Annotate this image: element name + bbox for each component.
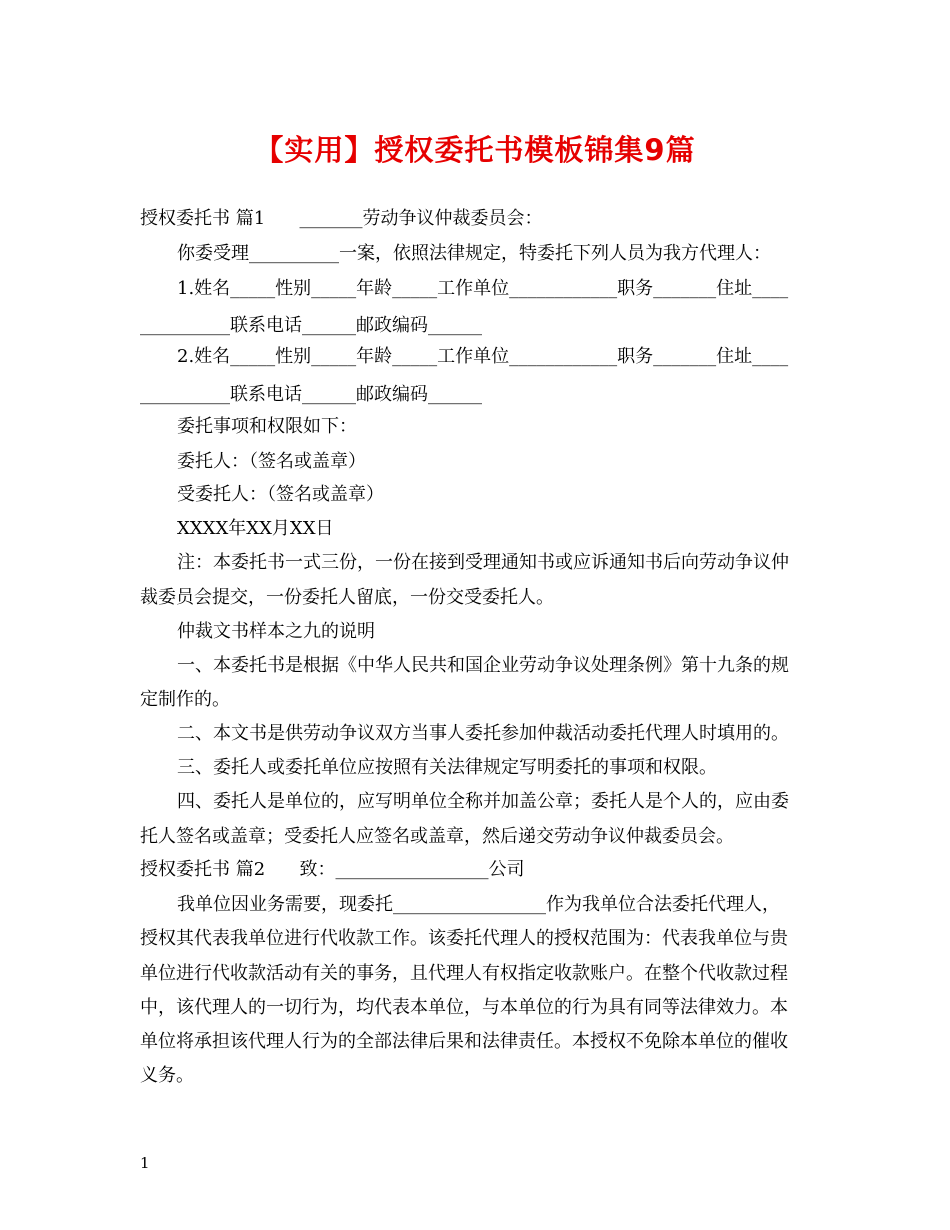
text-line: 1.姓名_____性别_____年龄_____工作单位____________职务_______住址____ [177, 278, 789, 299]
text-line: 中，该代理人的一切行为，均代表本单位，与本单位的行为具有同等法律效力。本 [140, 997, 788, 1018]
text-line: 裁委员会提交，一份委托人留底，一份交受委托人。 [140, 587, 554, 608]
text-line: 我单位因业务需要，现委托_________________作为我单位合法委托代理人， [177, 894, 780, 915]
text-line: 四、委托人是单位的，应写明单位全称并加盖公章；委托人是个人的，应由委 [177, 791, 789, 812]
text-line: 委托人：（签名或盖章） [177, 451, 366, 472]
text-line: XXXX年XX月XX日 [177, 518, 334, 539]
text-line: 定制作的。 [140, 689, 230, 710]
text-line: 注：本委托书一式三份，一份在接到受理通知书或应诉通知书后向劳动争议仲 [177, 552, 789, 573]
text-line: 授权其代表我单位进行代收款工作。该委托代理人的授权范围为：代表我单位与贵 [140, 928, 788, 949]
page-number: 1 [140, 1154, 150, 1172]
text-line: 委托事项和权限如下： [177, 416, 357, 437]
text-line: 单位进行代收款活动有关的事务，且代理人有权指定收款账户。在整个代收款过程 [140, 963, 788, 984]
text-line: 授权委托书 篇1 _______劳动争议仲裁委员会： [140, 208, 543, 229]
text-line: 受委托人：（签名或盖章） [177, 484, 384, 505]
text-line: 你委受理__________一案，依照法律规定，特委托下列人员为我方代理人： [177, 243, 771, 264]
text-line: 二、本文书是供劳动争议双方当事人委托参加仲裁活动委托代理人时填用的。 [177, 723, 789, 744]
text-line: 单位将承担该代理人行为的全部法律后果和法律责任。本授权不免除本单位的催收 [140, 1031, 788, 1052]
text-line: __________联系电话______邮政编码______ [140, 315, 482, 336]
text-line: 仲裁文书样本之九的说明 [177, 621, 375, 642]
text-line: 一、本委托书是根据《中华人民共和国企业劳动争议处理条例》第十九条的规 [177, 655, 789, 676]
text-line: 三、委托人或委托单位应按照有关法律规定写明委托的事项和权限。 [177, 757, 717, 778]
text-line: 托人签名或盖章；受委托人应签名或盖章，然后递交劳动争议仲裁委员会。 [140, 826, 734, 847]
text-line: 2.姓名_____性别_____年龄_____工作单位____________职务_______住址____ [177, 346, 789, 367]
text-line: 义务。 [140, 1065, 194, 1086]
text-line: 授权委托书 篇2 致：_________________公司 [140, 859, 525, 880]
text-line: __________联系电话______邮政编码______ [140, 384, 482, 405]
document-title: 【实用】授权委托书模板锦集9篇 [254, 133, 696, 167]
